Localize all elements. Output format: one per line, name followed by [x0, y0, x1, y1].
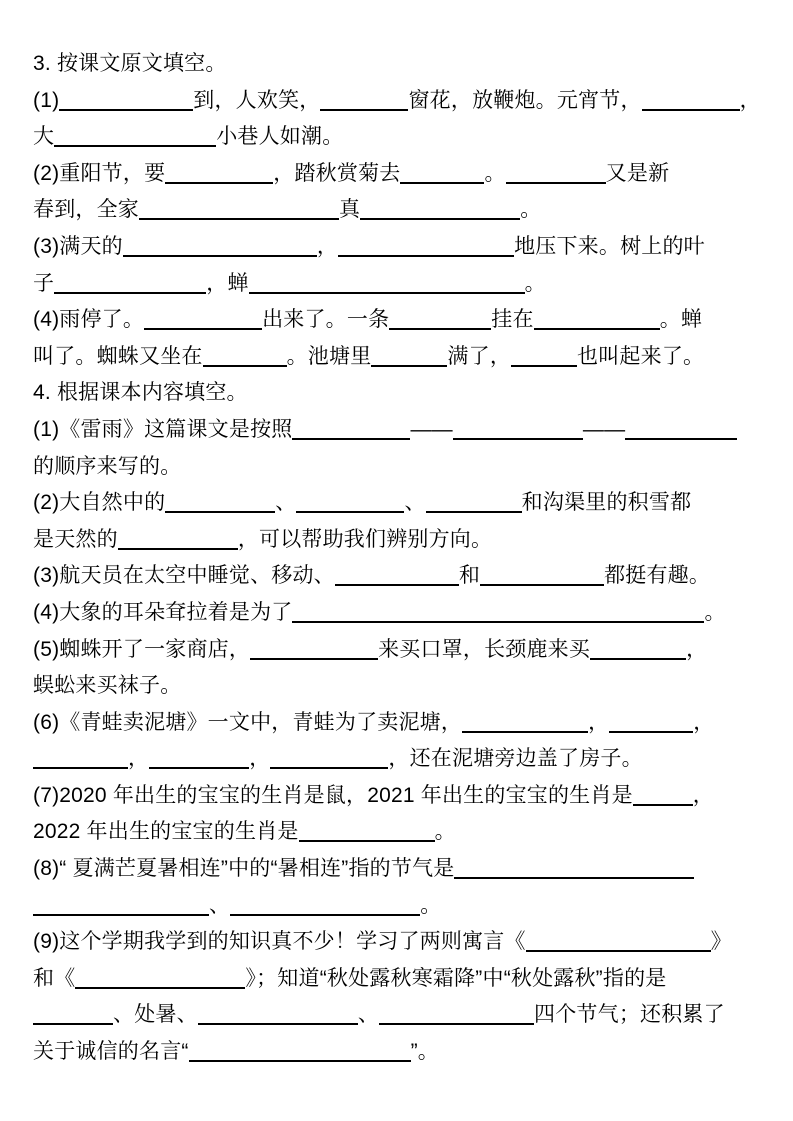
worksheet-line	[33, 449, 767, 486]
worksheet-line	[33, 814, 767, 851]
fill-in-blank-line	[292, 417, 410, 440]
section-heading	[33, 46, 767, 83]
text-run: ，还在泥塘旁边盖了房子。	[388, 747, 643, 771]
text-run: 、	[357, 1003, 380, 1027]
text-run: (5)蜘蛛开了一家商店，	[33, 637, 251, 661]
text-run: 四个节气；还积累了	[534, 1003, 725, 1027]
worksheet-line	[33, 595, 767, 632]
text-run: 和《	[33, 966, 76, 990]
fill-in-blank-line	[335, 563, 459, 586]
text-run: 》；知道“秋处露秋寒霜降”中“秋处露秋”指的是	[245, 966, 667, 990]
text-run: 关于诚信的名言“	[33, 1040, 189, 1064]
fill-in-blank-line	[609, 710, 693, 733]
text-run: 、	[404, 491, 426, 515]
text-run: 来买口罩，长颈鹿来买	[378, 637, 591, 661]
fill-in-blank-line	[250, 637, 378, 660]
text-run: (8)“ 夏满芒夏暑相连”中的“暑相连”指的节气是	[33, 857, 455, 881]
text-run: 满了，	[447, 344, 512, 368]
text-run: ，	[249, 747, 271, 771]
fill-in-blank-line	[118, 527, 238, 550]
text-run: 。蝉	[659, 308, 703, 332]
fill-in-blank-line	[462, 710, 588, 733]
text-run: (9)这个学期我学到的知识真不少！学习了两则寓言《	[33, 930, 526, 954]
worksheet-line	[33, 119, 767, 156]
fill-in-blank-line	[144, 307, 262, 330]
fill-in-blank-line	[526, 929, 711, 952]
text-run: 3. 按课文原文填空。	[33, 52, 227, 75]
text-run: 出来了。一条	[262, 308, 390, 332]
text-run: 小巷人如潮。	[216, 125, 344, 149]
text-run: 。	[524, 271, 546, 295]
fill-in-blank-line	[59, 88, 193, 111]
fill-in-blank-line	[249, 271, 525, 294]
text-run: 。池塘里	[286, 344, 372, 368]
text-run: ，	[693, 710, 715, 734]
fill-in-blank-line	[454, 856, 694, 879]
worksheet-line	[33, 192, 767, 229]
text-run: 是天然的	[33, 527, 118, 551]
text-run: ，	[588, 710, 610, 734]
worksheet-line	[33, 156, 767, 193]
fill-in-blank-line	[426, 490, 522, 513]
fill-in-blank-line	[400, 161, 484, 184]
fill-in-blank-line	[75, 966, 245, 989]
text-run: 窗花，放鞭炮。元宵节，	[408, 88, 642, 112]
text-run: (1)	[33, 88, 60, 112]
fill-in-blank-line	[33, 893, 209, 916]
text-run: (2)重阳节，要	[33, 161, 166, 185]
text-run: ，可以帮助我们辨别方向。	[237, 527, 493, 551]
worksheet-line	[33, 632, 767, 669]
fill-in-blank-line	[33, 746, 128, 769]
worksheet-line	[33, 888, 767, 925]
fill-in-blank-line	[270, 746, 388, 769]
worksheet-line	[33, 668, 767, 705]
text-run: ，踏秋赏菊去	[273, 161, 401, 185]
fill-in-blank-line	[480, 563, 604, 586]
worksheet-line	[33, 705, 767, 742]
fill-in-blank-line	[320, 88, 408, 111]
text-run: ，	[316, 234, 339, 258]
text-run: 都挺有趣。	[604, 564, 711, 588]
fill-in-blank-line	[230, 893, 420, 916]
worksheet-line	[33, 266, 767, 303]
fill-in-blank-line	[360, 197, 520, 220]
text-run: 和沟渠里的积雪都	[521, 491, 692, 515]
text-run: 挂在	[491, 308, 534, 332]
text-run: 。	[520, 198, 542, 222]
fill-in-blank-line	[299, 819, 435, 842]
text-run: (3)满天的	[33, 234, 123, 258]
fill-in-blank-line	[165, 161, 273, 184]
text-run: (3)航天员在太空中睡觉、移动、	[33, 564, 335, 588]
text-run: (4)雨停了。	[33, 308, 145, 332]
worksheet-line	[33, 1034, 767, 1071]
text-run: ，	[128, 747, 150, 771]
text-run: ——	[582, 417, 626, 441]
text-run: 地压下来。树上的叶	[514, 234, 705, 258]
worksheet-line	[33, 485, 767, 522]
fill-in-blank-line	[149, 746, 249, 769]
fill-in-blank-line	[389, 307, 491, 330]
text-run: ，	[692, 783, 714, 807]
text-run: ，蝉	[206, 271, 249, 295]
text-run: 。	[704, 600, 726, 624]
text-run: (1)《雷雨》这篇课文是按照	[33, 417, 293, 441]
text-run: (4)大象的耳朵耷拉着是为了	[33, 600, 293, 624]
text-run: ”。	[410, 1040, 439, 1064]
text-run: 又是新	[605, 161, 670, 185]
worksheet-line	[33, 961, 767, 998]
text-run: (7)2020 年出生的宝宝的生肖是鼠，2021 年出生的宝宝的生肖是	[33, 783, 633, 807]
text-run: 。	[484, 161, 506, 185]
fill-in-blank-line	[338, 234, 514, 257]
text-run: 的顺序来写的。	[33, 454, 182, 478]
text-run: 4. 根据课本内容填空。	[33, 381, 248, 405]
text-run: 春到，全家	[33, 198, 139, 222]
fill-in-blank-line	[123, 234, 317, 257]
text-run: 。	[434, 820, 456, 844]
text-run: 》	[710, 930, 732, 954]
fill-in-blank-line	[453, 417, 583, 440]
text-run: 到，人欢笑，	[193, 88, 321, 112]
text-run: 叫了。蜘蛛又坐在	[33, 344, 203, 368]
fill-in-blank-line	[642, 88, 740, 111]
worksheet-line	[33, 558, 767, 595]
text-run: ，	[686, 637, 708, 661]
fill-in-blank-line	[292, 600, 704, 623]
worksheet-line	[33, 83, 767, 120]
fill-in-blank-line	[511, 344, 577, 367]
fill-in-blank-line	[379, 1002, 534, 1025]
worksheet-line	[33, 924, 767, 961]
fill-in-blank-line	[506, 161, 606, 184]
worksheet-line	[33, 851, 767, 888]
worksheet-line	[33, 302, 767, 339]
fill-in-blank-line	[33, 1002, 113, 1025]
fill-in-blank-line	[54, 271, 206, 294]
text-run: 蜈蚣来买袜子。	[33, 674, 182, 698]
worksheet-line	[33, 412, 767, 449]
text-run: 2022 年出生的宝宝的生肖是	[33, 820, 299, 844]
fill-in-blank-line	[203, 344, 287, 367]
fill-in-blank-line	[590, 637, 686, 660]
fill-in-blank-line	[189, 1039, 411, 1062]
text-run: 。	[420, 893, 442, 917]
fill-in-blank-line	[165, 490, 275, 513]
fill-in-blank-line	[633, 783, 693, 806]
document-lines	[33, 46, 767, 1071]
text-run: 真	[339, 198, 361, 222]
text-run: 大	[33, 125, 55, 149]
worksheet-line	[33, 997, 767, 1034]
text-run: 也叫起来了。	[577, 344, 705, 368]
worksheet-line	[33, 522, 767, 559]
text-run: 、	[275, 491, 297, 515]
worksheet-line	[33, 229, 767, 266]
fill-in-blank-line	[198, 1002, 358, 1025]
fill-in-blank-line	[371, 344, 447, 367]
fill-in-blank-line	[534, 307, 660, 330]
worksheet-line	[33, 339, 767, 376]
fill-in-blank-line	[625, 417, 737, 440]
worksheet-line	[33, 741, 767, 778]
fill-in-blank-line	[296, 490, 404, 513]
text-run: 子	[33, 271, 55, 295]
text-run: 和	[458, 564, 481, 588]
fill-in-blank-line	[54, 124, 216, 147]
section-heading	[33, 375, 767, 412]
text-run: 、处暑、	[113, 1003, 198, 1027]
text-run: 、	[209, 893, 231, 917]
text-run: ——	[410, 417, 453, 441]
text-run: (6)《青蛙卖泥塘》一文中，青蛙为了卖泥塘，	[33, 710, 463, 734]
text-run: (2)大自然中的	[33, 491, 166, 515]
text-run: ，	[739, 88, 761, 112]
worksheet-line	[33, 778, 767, 815]
fill-in-blank-line	[139, 197, 339, 220]
